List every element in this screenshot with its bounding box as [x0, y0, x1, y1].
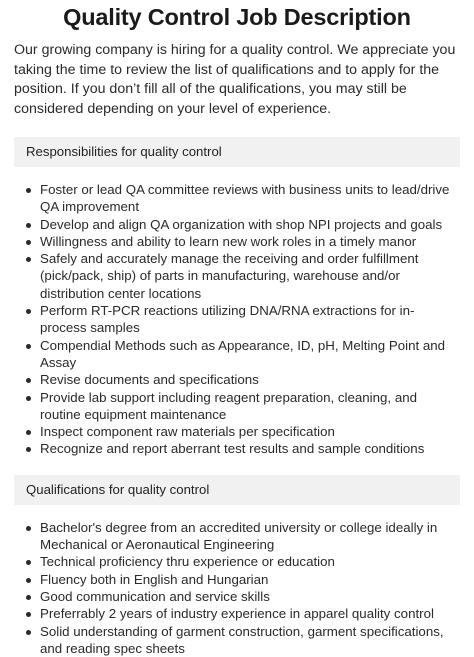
list-item: Inspect component raw materials per specification [40, 423, 460, 440]
list-item: Good communication and service skills [40, 588, 460, 605]
responsibilities-list [14, 181, 460, 458]
list-item: Technical proficiency thru experience or education [40, 553, 460, 570]
list-item: Compendial Methods such as Appearance, ID, pH, Melting Point and Assay [40, 337, 460, 372]
list-item: Foster or lead QA committee reviews with business units to lead/drive QA improvement [40, 181, 460, 216]
list-item: Develop and align QA organization with shop NPI projects and goals [40, 216, 460, 233]
list-item: Preferrably 2 years of industry experience in apparel quality control [40, 605, 460, 622]
qualifications-header: Qualifications for quality control [14, 475, 460, 505]
list-item: Perform RT-PCR reactions utilizing DNA/RNA extractions for in-process samples [40, 302, 460, 337]
list-item: Provide lab support including reagent preparation, cleaning, and routine equipment maintenance [40, 389, 460, 424]
list-item: Bachelor's degree from an accredited university or college ideally in Mechanical or Aeronautical Engineering [40, 519, 460, 554]
page-title: Quality Control Job Description [63, 4, 411, 30]
list-item: Fluency both in English and Hungarian [40, 571, 460, 588]
list-item: Solid understanding of garment construction, garment specifications, and reading spec sheets [40, 623, 460, 657]
responsibilities-header: Responsibilities for quality control [14, 137, 460, 167]
qualifications-list [14, 519, 460, 657]
list-item: Safely and accurately manage the receiving and order fulfillment (pick/pack, ship) of parts in manufacturing, warehouse and/or distribution center locations [40, 250, 460, 302]
list-item: Willingness and ability to learn new work roles in a timely manor [40, 233, 460, 250]
list-item: Recognize and report aberrant test results and sample conditions [40, 440, 460, 457]
intro-paragraph: Our growing company is hiring for a quality control. We appreciate you taking the time to review the list of qualifications and to apply for the position. If you don’t fill all of the qualifications, you may still be considered depending on your level of experience. [14, 42, 456, 117]
list-item: Revise documents and specifications [40, 371, 460, 388]
